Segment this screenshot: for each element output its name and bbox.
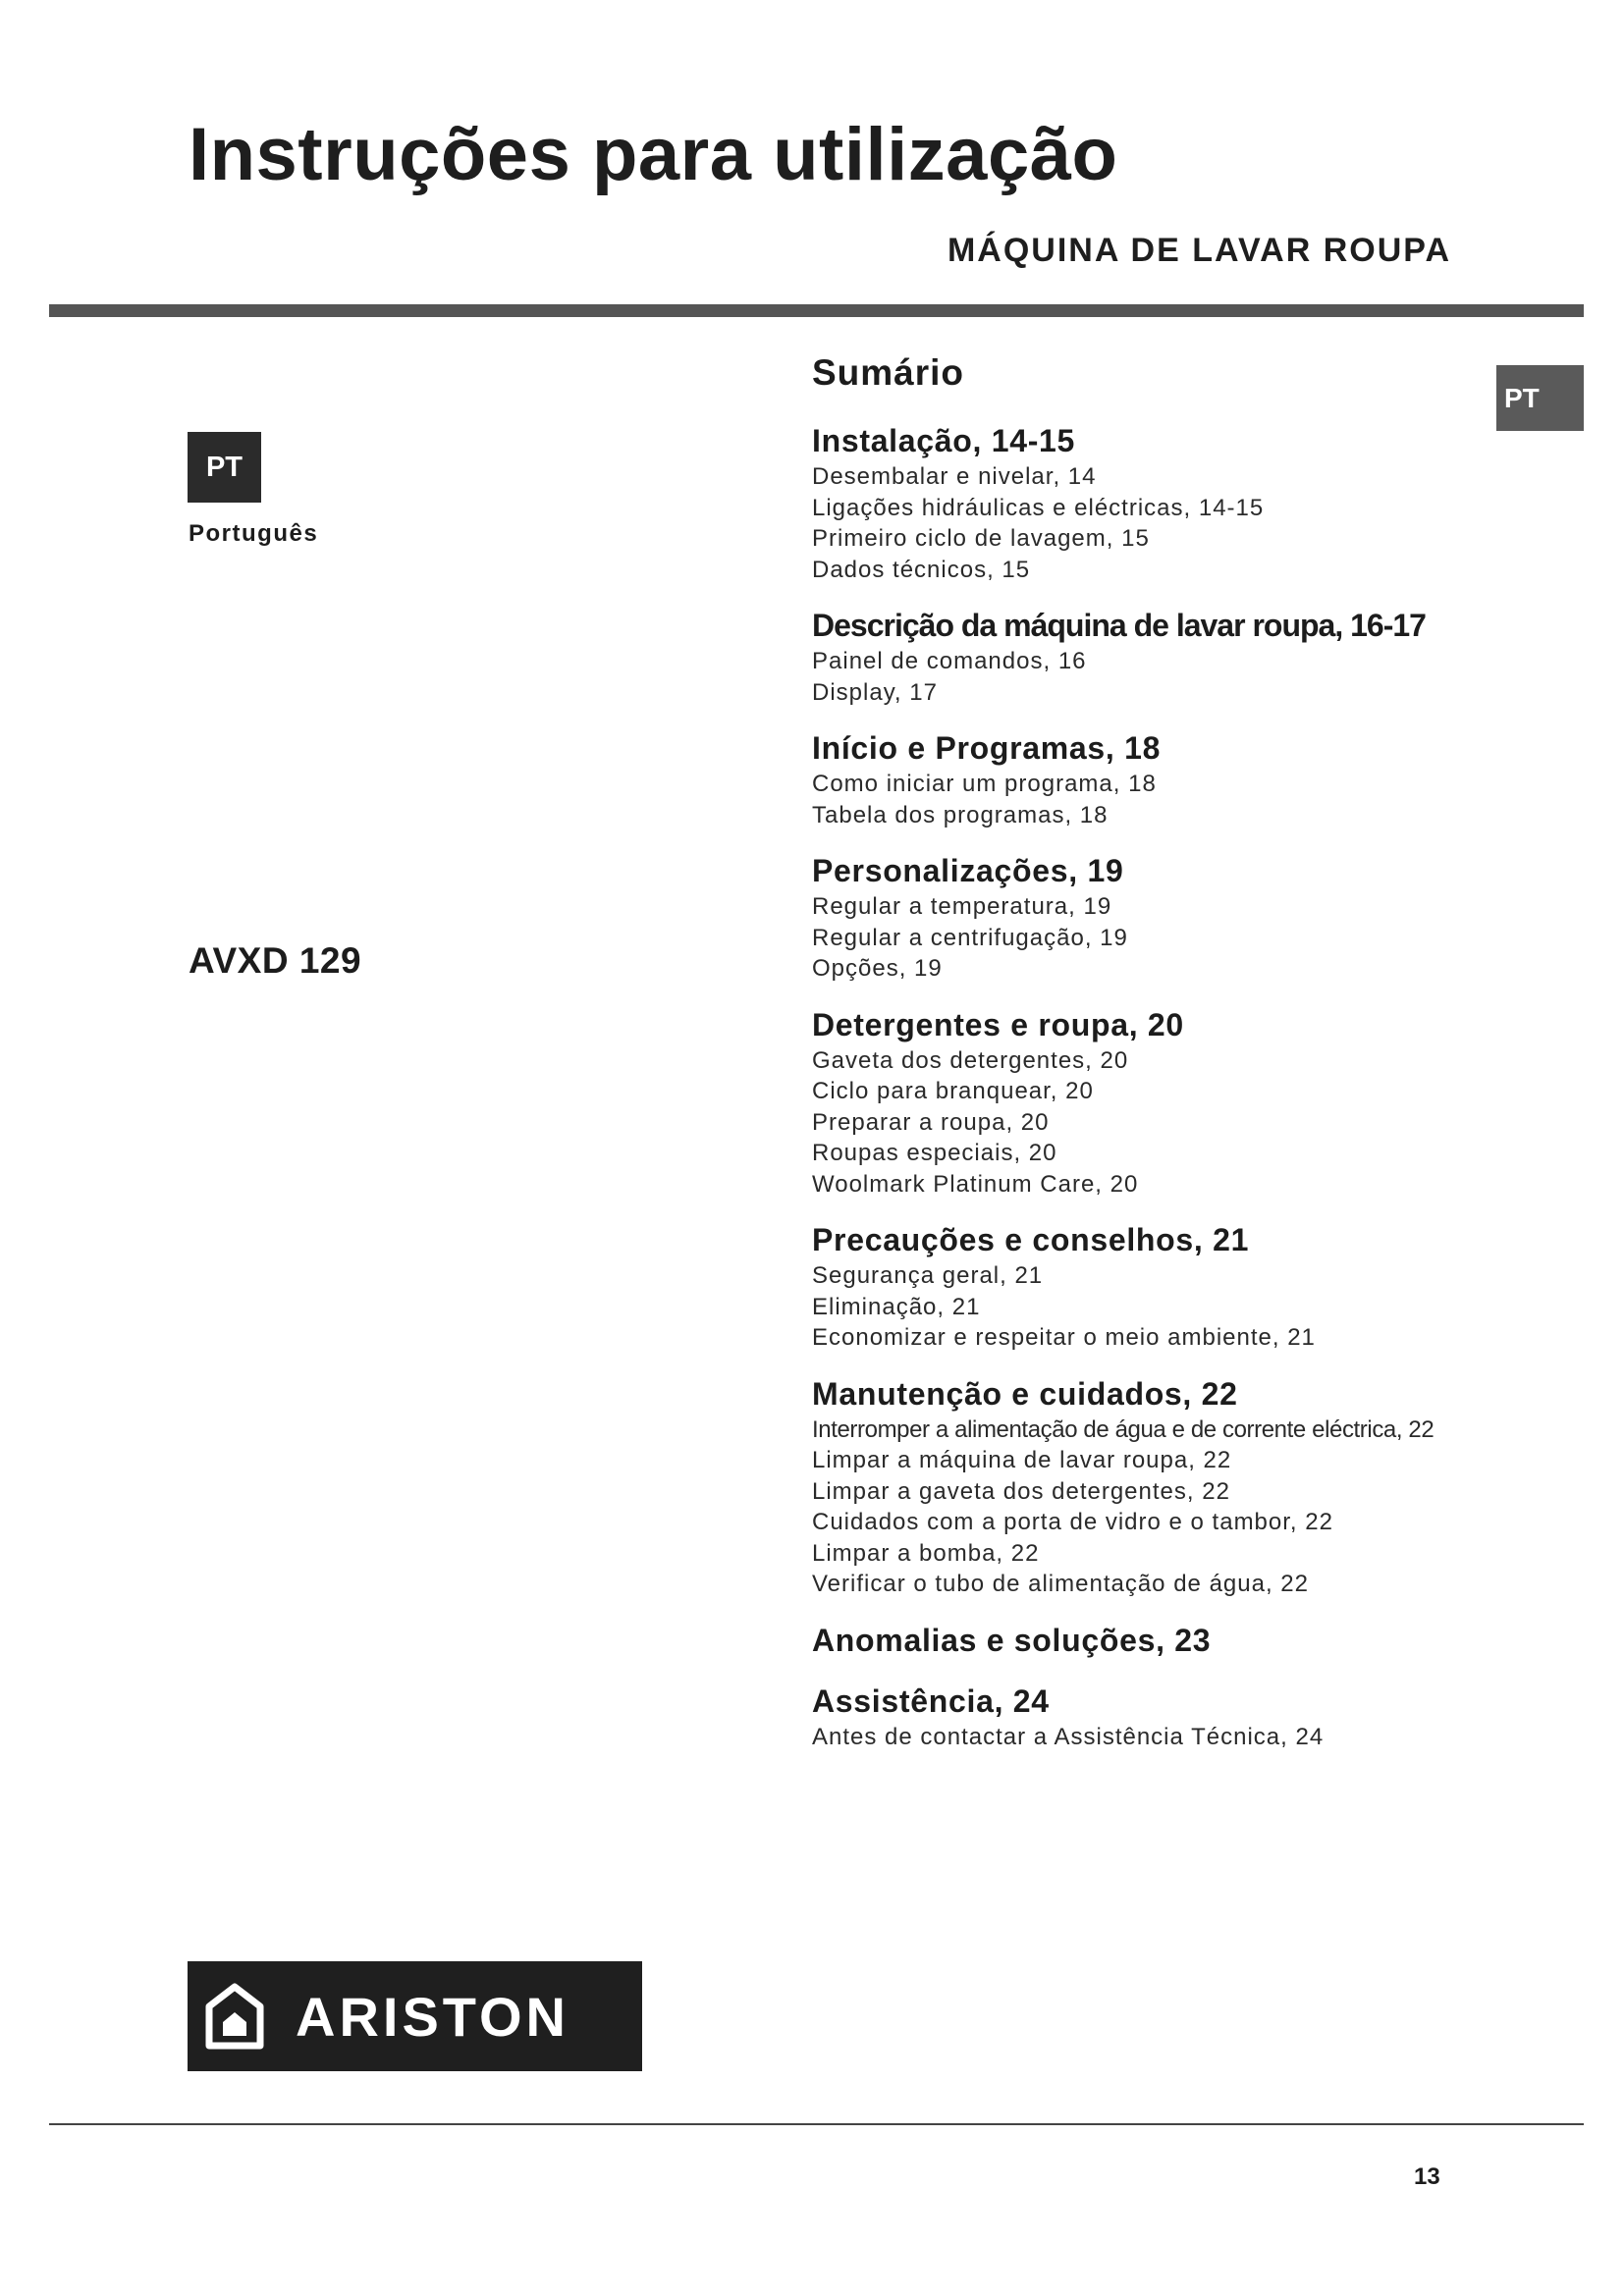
- toc-item: Cuidados com a porta de vidro e o tambor, 22: [812, 1509, 1333, 1535]
- toc-item: Woolmark Platinum Care, 20: [812, 1170, 1139, 1198]
- toc-section-heading: Início e Programas, 18: [812, 730, 1162, 766]
- toc-section-heading: Detergentes e roupa, 20: [812, 1006, 1184, 1042]
- toc-item: Desembalar e nivelar, 14: [812, 463, 1097, 490]
- toc-item: Ligações hidráulicas e eléctricas, 14-15: [812, 494, 1265, 521]
- toc-section-installation: [812, 420, 1499, 585]
- toc-item: Display, 17: [812, 678, 938, 706]
- toc-title: Sumário: [812, 352, 965, 393]
- toc-item: Regular a centrifugação, 19: [812, 924, 1128, 951]
- language-tab: PT: [1496, 365, 1584, 431]
- toc-section-description: [812, 605, 1499, 708]
- toc-item: Eliminação, 21: [812, 1293, 981, 1320]
- bottom-divider: [49, 2123, 1584, 2125]
- toc-section-troubleshooting: [812, 1620, 1499, 1661]
- toc-section-customisations: [812, 850, 1499, 985]
- toc-item: Opções, 19: [812, 955, 943, 982]
- house-icon: [205, 1983, 264, 2050]
- toc-section-programs: [812, 727, 1499, 830]
- toc-item: Limpar a gaveta dos detergentes, 22: [812, 1477, 1230, 1505]
- toc-section-heading: Anomalias e soluções, 23: [812, 1622, 1212, 1658]
- toc-item: Como iniciar um programa, 18: [812, 771, 1157, 797]
- table-of-contents: [812, 349, 1499, 1772]
- page-subtitle: MÁQUINA DE LAVAR ROUPA: [947, 232, 1451, 269]
- toc-item: Limpar a bomba, 22: [812, 1539, 1040, 1567]
- toc-item: Tabela dos programas, 18: [812, 801, 1109, 828]
- page-title: Instruções para utilização: [189, 113, 1118, 196]
- toc-item: Verificar o tubo de alimentação de água, 22: [812, 1571, 1309, 1597]
- toc-item: Ciclo para branquear, 20: [812, 1078, 1094, 1104]
- toc-item: Economizar e respeitar o meio ambiente, 21: [812, 1324, 1316, 1351]
- toc-section-heading: Descrição da máquina de lavar roupa, 16-17: [812, 608, 1426, 643]
- toc-item: Gaveta dos detergentes, 20: [812, 1046, 1129, 1074]
- brand-logo: [188, 1961, 642, 2071]
- toc-item: Painel de comandos, 16: [812, 648, 1087, 674]
- top-divider: [49, 304, 1584, 317]
- toc-section-detergents: [812, 1004, 1499, 1201]
- toc-section-heading: Instalação, 14-15: [812, 423, 1076, 458]
- toc-item: Interromper a alimentação de água e de corrente eléctrica, 22: [812, 1415, 1435, 1443]
- toc-item: Primeiro ciclo de lavagem, 15: [812, 525, 1150, 552]
- page-number: 13: [1414, 2163, 1440, 2190]
- toc-item: Roupas especiais, 20: [812, 1140, 1057, 1166]
- toc-item: Limpar a máquina de lavar roupa, 22: [812, 1447, 1232, 1473]
- toc-item: Antes de contactar a Assistência Técnica, 24: [812, 1723, 1325, 1750]
- language-badge: PT: [188, 432, 261, 503]
- toc-section-heading: Manutenção e cuidados, 22: [812, 1375, 1238, 1412]
- toc-item: Dados técnicos, 15: [812, 556, 1031, 583]
- toc-section-maintenance: [812, 1373, 1499, 1600]
- model-number: AVXD 129: [189, 940, 362, 981]
- toc-section-heading: Personalizações, 19: [812, 853, 1124, 888]
- toc-section-assistance: [812, 1681, 1499, 1753]
- toc-section-heading: Assistência, 24: [812, 1682, 1050, 1719]
- language-label: Português: [189, 520, 319, 547]
- toc-item: Segurança geral, 21: [812, 1262, 1044, 1289]
- toc-item: Regular a temperatura, 19: [812, 893, 1112, 920]
- toc-section-precautions: [812, 1219, 1499, 1354]
- toc-section-heading: Precauções e conselhos, 21: [812, 1222, 1250, 1257]
- brand-name: ARISTON: [296, 1985, 569, 2048]
- toc-item: Preparar a roupa, 20: [812, 1108, 1050, 1136]
